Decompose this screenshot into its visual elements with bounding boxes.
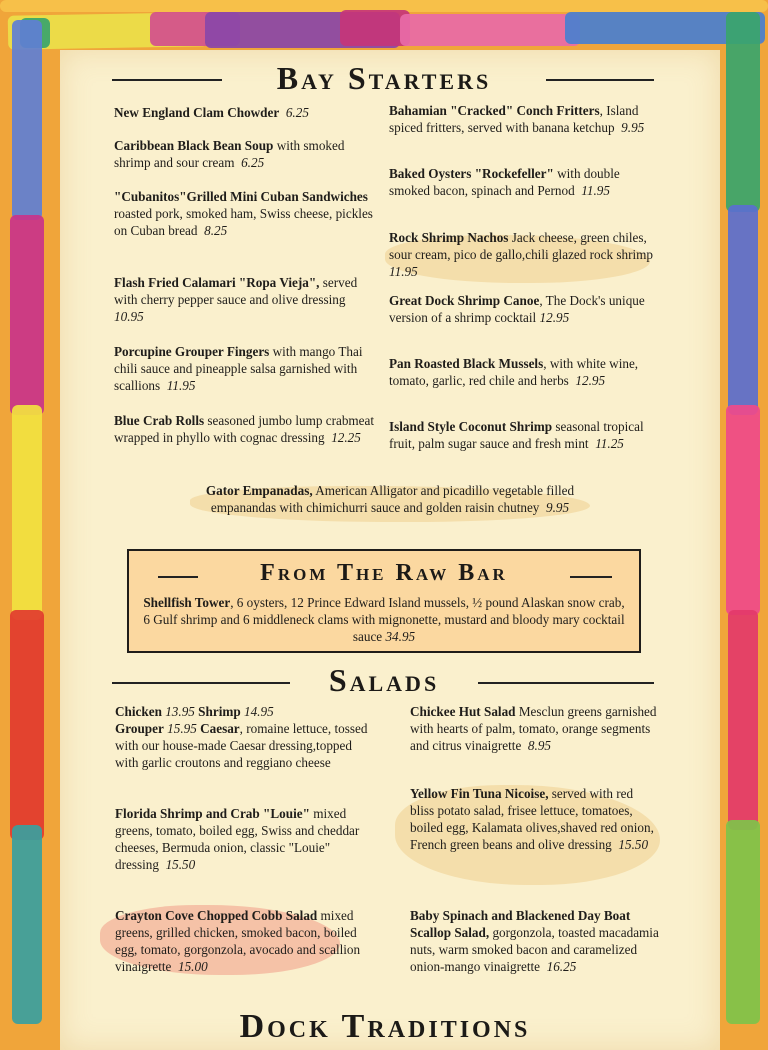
title-rule — [478, 682, 654, 684]
menu-item: Crayton Cove Chopped Cobb Salad mixed greens, grilled chicken, smoked bacon, boiled egg, tomato, gorgonzola, avocado and scallion vinaigrette 15.00 — [115, 908, 361, 974]
menu-item: Caribbean Black Bean Soup with smoked shrimp and sour cream 6.25 — [114, 138, 345, 170]
section-title-bay-starters: Bay Starters — [276, 60, 492, 96]
menu-item: Bahamian "Cracked" Conch Fritters, Island spiced fritters, served with banana ketchup 9.95 — [389, 103, 645, 135]
menu-item-raw-bar: Shellfish Tower, 6 oysters, 12 Prince Edward Island mussels, ½ pound Alaskan snow crab, 6 Gulf shrimp and 6 middleneck clams with mignonette, mustard and bloody mary cocktail sauce 34.95 — [143, 595, 625, 644]
section-title-salads: Salads — [328, 662, 440, 698]
menu-item: Pan Roasted Black Mussels, with white wine, tomato, garlic, red chile and herbs 12.95 — [389, 356, 639, 388]
menu-item: Florida Shrimp and Crab "Louie" mixed greens, tomato, boiled egg, Swiss and cheddar cheeses, Bermuda onion, classic "Louie" dressing 15.50 — [115, 806, 360, 872]
section-title-dock-traditions: Dock Traditions — [239, 1008, 531, 1045]
title-rule — [158, 576, 198, 578]
menu-item: Rock Shrimp Nachos Jack cheese, green chiles, sour cream, pico de gallo,chili glazed rock shrimp 11.95 — [389, 230, 654, 279]
title-rule — [546, 79, 654, 81]
menu-item: Baked Oysters "Rockefeller" with double smoked bacon, spinach and Pernod 11.95 — [389, 166, 620, 198]
section-title-raw-bar: From The Raw Bar — [260, 560, 508, 586]
menu-item: "Cubanitos"Grilled Mini Cuban Sandwiches roasted pork, smoked ham, Swiss cheese, pickles on Cuban bread 8.25 — [114, 189, 373, 238]
menu-item: Chickee Hut Salad Mesclun greens garnished with hearts of palm, tomato, orange segments and citrus vinaigrette 8.95 — [410, 704, 657, 753]
menu-item-centered: Gator Empanadas, American Alligator and picadillo vegetable filled empanandas with chimichurri sauce and golden raisin chutney 9.95 — [205, 483, 575, 515]
menu-item: Chicken 13.95 Shrimp 14.95 Grouper 15.95 Caesar, romaine lettuce, tossed with our house-made Caesar dressing,topped with garlic croutons and reggiano cheese — [115, 704, 368, 770]
title-rule — [112, 79, 222, 81]
title-rule — [570, 576, 612, 578]
menu-item: Flash Fried Calamari "Ropa Vieja", served with cherry pepper sauce and olive dressing 10.95 — [114, 275, 358, 324]
title-rule — [112, 682, 290, 684]
menu-item: Blue Crab Rolls seasoned jumbo lump crabmeat wrapped in phyllo with cognac dressing 12.25 — [114, 413, 375, 445]
menu-item: Baby Spinach and Blackened Day Boat Scallop Salad, gorgonzola, toasted macadamia nuts, warm smoked bacon and caramelized onion-mango vinaigrette 16.25 — [410, 908, 659, 974]
menu-item: Yellow Fin Tuna Nicoise, served with red bliss potato salad, frisee lettuce, tomatoes, boiled egg, Kalamata olives,shaved red onion, French green beans and olive dressing 15.50 — [410, 786, 654, 852]
menu-item: Great Dock Shrimp Canoe, The Dock's unique version of a shrimp cocktail 12.95 — [389, 293, 645, 325]
menu-item: Island Style Coconut Shrimp seasonal tropical fruit, palm sugar sauce and fresh mint 11.25 — [389, 419, 644, 451]
menu-item: New England Clam Chowder 6.25 — [114, 105, 309, 120]
menu-item: Porcupine Grouper Fingers with mango Thai chili sauce and pineapple salsa garnished with scallions 11.95 — [114, 344, 363, 393]
